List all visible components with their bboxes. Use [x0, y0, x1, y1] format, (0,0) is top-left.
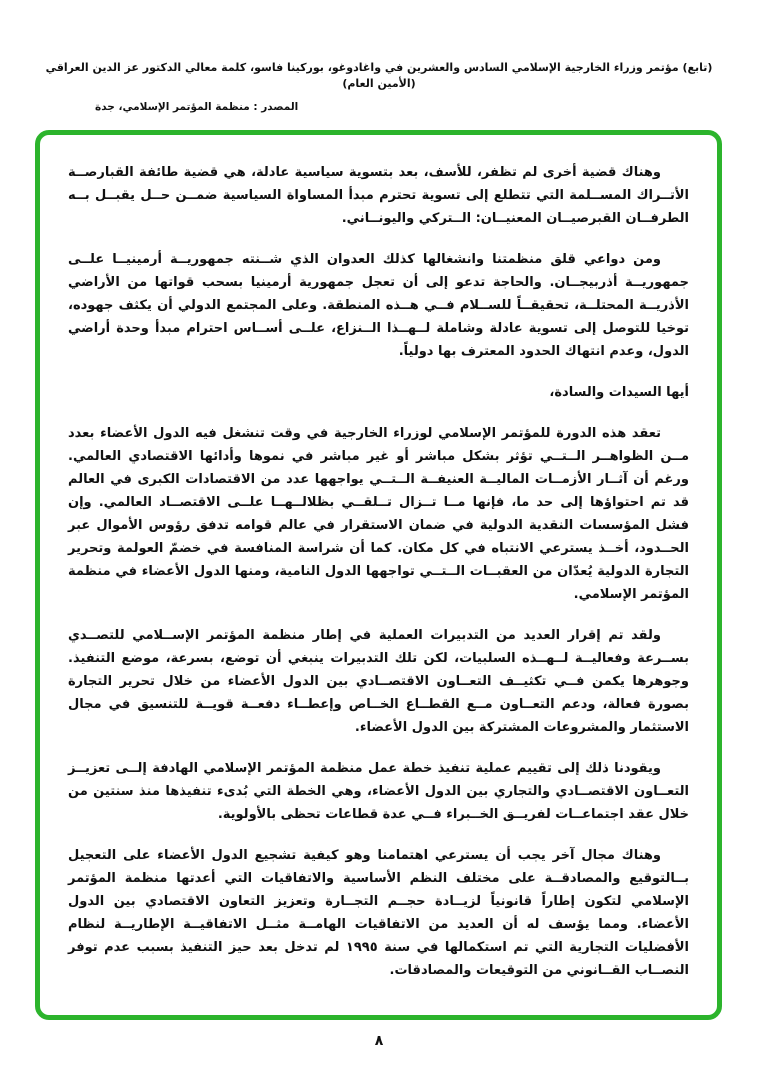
- paragraph-cyprus: وهناك قضية أخرى لم تظفر، للأسف، بعد بتسوية سياسية عادلة، هي قضية طائفة القبارصــة الأتــراك المســلمة التي تتطلع إلى تسوية تحترم مبدأ المساواة السياسية ضمــن حــل يقبــل بــه الطرفــان القبرصيــان المعنيــان: الــتركي واليونــاني.: [68, 165, 689, 226]
- paragraph-armenia-azerbaijan: ومن دواعي قلق منظمتنا وانشغالها كذلك العدوان الذي شــنته جمهوريــة أرمينيــا علــى جمهوريــة أذربيجــان. والحاجة تدعو إلى أن تعجل جمهورية أرمينيا بسحب قواتها من الأراضي الأذريــة المحتلــة، تحقيقــاً للســلام فــي هــذه المنطقة. وعلى المجتمع الدولي أن يكثف جهوده، توخيا للتوصل إلى تسوية عادلة وشاملة لــهــذا الــنزاع، علــى أســاس احترام مبدأ وحدة أراضي الدول، وعدم انتهاك الحدود المعترف بها دولياً.: [68, 252, 689, 359]
- salutation-line: أيها السيدات والسادة،: [549, 385, 689, 400]
- paragraph-action-plan: ويقودنا ذلك إلى تقييم عملية تنفيذ خطة عمل منظمة المؤتمر الإسلامي الهادفة إلــى تعزيــز التعــاون الاقتصــادي والتجاري بين الدول الأعضاء، وهي الخطة التي بُدىء تنفيذها منذ سنتين من خلال عقد اجتماعــات لفريــق الخــبراء فــي عدة قطاعات تحظى بالأولوية.: [68, 761, 689, 822]
- document-header: [0, 60, 758, 113]
- page-number: ٨: [374, 1033, 384, 1049]
- document-title: (تابع) مؤتمر وزراء الخارجية الإسلامي السادس والعشرين في واغادوغو، بوركينا فاسو، كلمة معالي الدكتور عز الدين العراقي (الأمين العام): [45, 61, 713, 90]
- content-frame: [35, 130, 722, 1020]
- document-source: المصدر : منظمة المؤتمر الإسلامي، جدة: [95, 101, 299, 113]
- paragraph-economic-context: تعقد هذه الدورة للمؤتمر الإسلامي لوزراء الخارجية في وقت تنشغل فيه الدول الأعضاء بعدد مــن الظواهــر الــتــي تؤثر بشكل مباشر أو غير مباشر في نموها وأدائها الاقتصادي العالمي. ورغم أن آثــار الأزمــات الماليــة العنيفــة الــتــي يواجهها عدد من الاقتصادات الكبرى في العالم قد تم احتواؤها إلى حد ما، فإنها مــا تــزال تــلقــي بظلالــهــا علــى الاقتصــاد العالمي. وإن فشل المؤسسات النقدية الدولية في ضمان الاستقرار في عالم قوامه تدفق رؤوس الأموال عبر الحــدود، أخــذ يسترعي الانتباه في كل مكان. كما أن شراسة المنافسة في خضمّ العولمة وتحرير التجارة الدولية يُعدّان من العقبــات الــتــي تواجهها الدول النامية، ومنها الدول الأعضاء في منظمة المؤتمر الإسلامي.: [68, 426, 689, 602]
- paragraph-agreements-ratification: وهناك مجال آخر يجب أن يسترعي اهتمامنا وهو كيفية تشجيع الدول الأعضاء على التعجيل بــالتوقيع والمصادقــة على مختلف النظم الأساسية والاتفاقيات التي أعدتها منظمة المؤتمر الإسلامي لتكون إطاراً قانونياً لزيــادة حجــم التجــارة وتعزيز التعاون الاقتصادي بين الدول الأعضاء. ومما يؤسف له أن العديد من الاتفاقيات الهامــة مثــل الاتفاقيــة الإطاريــة لنظام الأفضليات التجارية التي تم استكمالها في سنة ١٩٩٥ لم تدخل بعد حيز التنفيذ بسبب عدم توفر النصــاب القــانوني من التوقيعات والمصادقات.: [68, 848, 689, 978]
- paragraph-practical-measures: ولقد تم إقرار العديد من التدبيرات العملية في إطار منظمة المؤتمر الإســلامي للتصــدي بســرعة وفعاليــة لــهــذه السلبيات، لكن تلك التدبيرات ينبغي أن توضع، بسرعة، موضع التنفيذ. وجوهرها يكمن فــي تكثيــف التعــاون الاقتصــادي بين الدول الأعضاء من خلال تحرير التجارة بصورة فعالة، ودعم التعــاون مــع القطــاع الخــاص وإعطــاء دفعــة قويــة للتنسيق في مجال الاستثمار والمشروعات المشتركة بين الدول الأعضاء.: [68, 628, 689, 735]
